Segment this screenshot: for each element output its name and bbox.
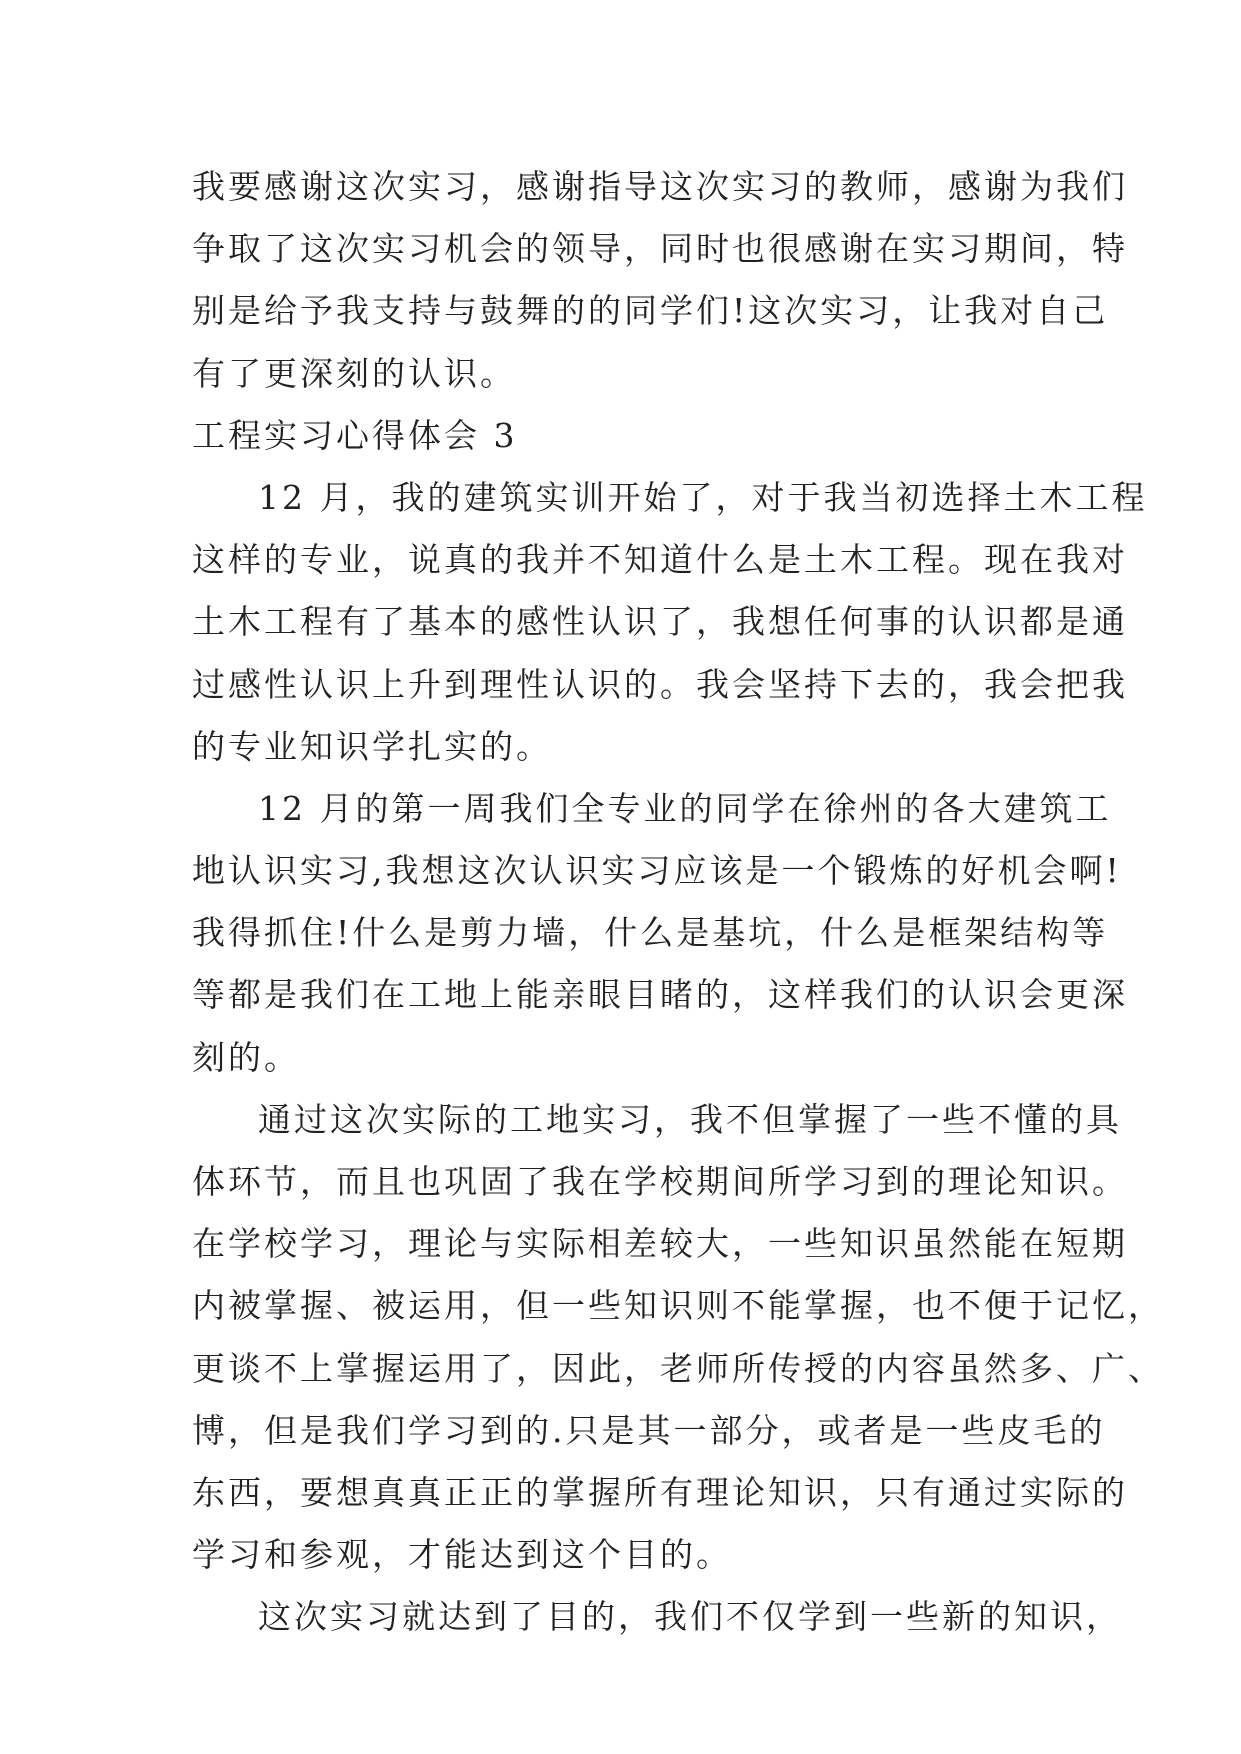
text-line: 我得抓住!什么是剪力墙，什么是基坑，什么是框架结构等: [192, 913, 1109, 953]
text-line: 地认识实习,我想这次认识实习应该是一个锻炼的好机会啊!: [192, 851, 1122, 891]
text-line: 的专业知识学扎实的。: [192, 726, 552, 766]
text-line: 通过这次实际的工地实习，我不但掌握了一些不懂的具: [258, 1099, 1122, 1139]
text-line: 这次实习就达到了目的，我们不仅学到一些新的知识，: [258, 1597, 1122, 1637]
text-line: 我要感谢这次实习，感谢指导这次实习的教师，感谢为我们: [192, 167, 1128, 206]
document-body: [192, 156, 1164, 1649]
text-line: 东西，要想真真正正的掌握所有理论知识，只有通过实际的: [192, 1472, 1128, 1512]
text-line: 有了更深刻的认识。: [192, 353, 516, 393]
text-line: 学习和参观，才能达到这个目的。: [192, 1535, 732, 1575]
text-line: 更谈不上掌握运用了，因此，老师所传授的内容虽然多、广、: [192, 1348, 1164, 1388]
text-line: 刻的。: [192, 1037, 300, 1077]
text-line: 争取了这次实习机会的领导，同时也很感谢在实习期间，特: [192, 229, 1128, 269]
text-line: 在学校学习，理论与实际相差较大，一些知识虽然能在短期: [192, 1224, 1128, 1264]
text-line: 这样的专业，说真的我并不知道什么是土木工程。现在我对: [192, 540, 1128, 580]
text-line: 内被掌握、被运用，但一些知识则不能掌握，也不便于记忆，: [192, 1286, 1164, 1326]
text-line: 12 月的第一周我们全专业的同学在徐州的各大建筑工: [258, 788, 1112, 828]
text-line: 博，但是我们学习到的.只是其一部分，或者是一些皮毛的: [192, 1410, 1106, 1450]
text-line: 土木工程有了基本的感性认识了，我想任何事的认识都是通: [192, 602, 1128, 642]
section-heading: 工程实习心得体会 3: [192, 415, 518, 455]
text-line: 12 月，我的建筑实训开始了，对于我当初选择土木工程: [258, 477, 1148, 517]
text-line: 别是给予我支持与鼓舞的的同学们!这次实习，让我对自己: [192, 291, 1109, 331]
text-line: 体环节，而且也巩固了我在学校期间所学习到的理论知识。: [192, 1162, 1128, 1201]
text-line: 等都是我们在工地上能亲眼目睹的，这样我们的认识会更深: [192, 975, 1128, 1015]
text-line: 过感性认识上升到理性认识的。我会坚持下去的，我会把我: [192, 664, 1128, 704]
